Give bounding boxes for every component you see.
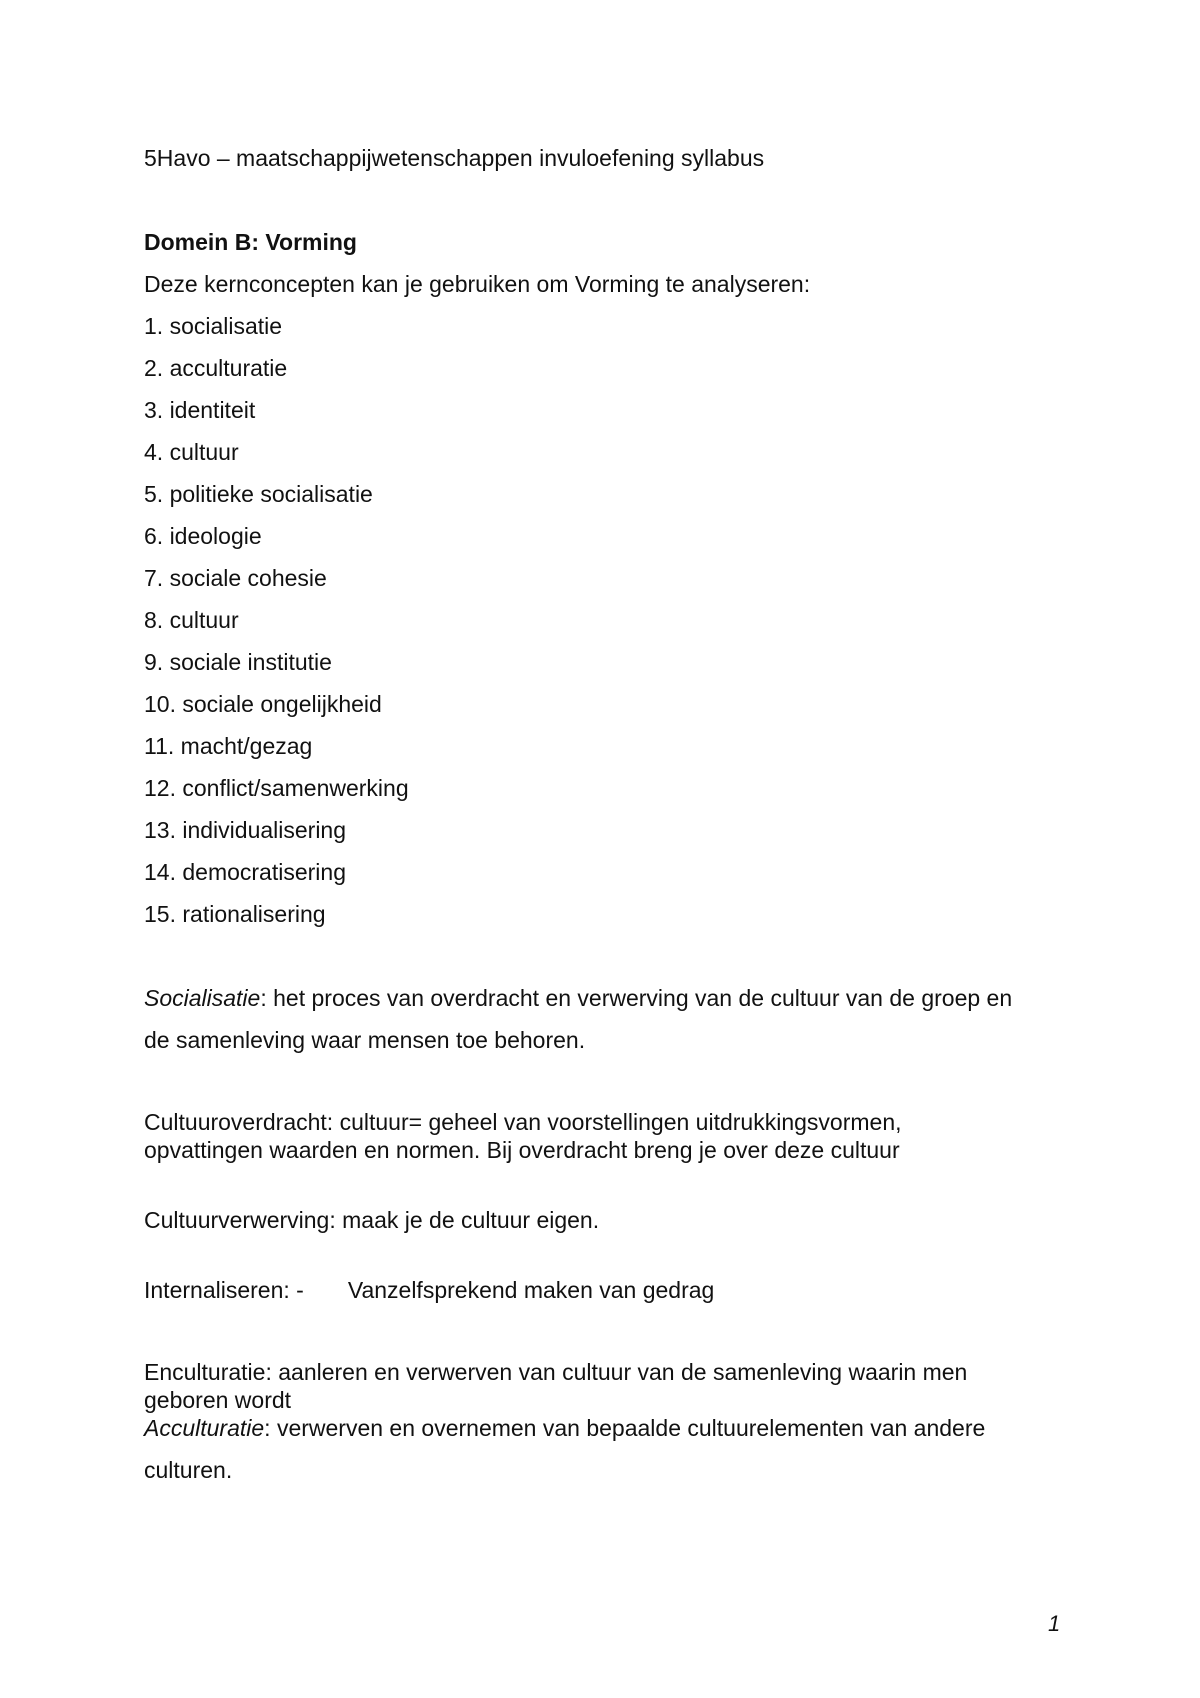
list-item: 8. cultuur [144, 607, 239, 633]
internaliseren-label: Internaliseren: - [144, 1277, 304, 1303]
list-item: 7. sociale cohesie [144, 565, 327, 591]
list-item: 13. individualisering [144, 817, 347, 843]
socialisatie-term: Socialisatie [144, 985, 261, 1011]
socialisatie-definition-cont: de samenleving waar mensen toe behoren. [144, 1027, 586, 1053]
list-item: 15. rationalisering [144, 901, 326, 927]
cultuuroverdracht-line2: opvattingen waarden en normen. Bij overdracht breng je over deze cultuur [144, 1137, 900, 1163]
acculturatie-text: : verwerven en overnemen van bepaalde cultuurelementen van andere [264, 1415, 986, 1441]
list-item: 12. conflict/samenwerking [144, 775, 409, 801]
cultuuroverdracht-line1: Cultuuroverdracht: cultuur= geheel van voorstellingen uitdrukkingsvormen, [144, 1109, 902, 1135]
section-heading: Domein B: Vorming [144, 229, 357, 255]
socialisatie-definition [144, 984, 1012, 1012]
intro-text: Deze kernconcepten kan je gebruiken om Vorming te analyseren: [144, 271, 811, 297]
list-item: 1. socialisatie [144, 313, 283, 339]
acculturatie-definition-cont: culturen. [144, 1457, 233, 1483]
list-item: 2. acculturatie [144, 355, 288, 381]
document-title: 5Havo – maatschappijwetenschappen invuloefening syllabus [144, 145, 765, 171]
enculturatie-line1: Enculturatie: aanleren en verwerven van cultuur van de samenleving waarin men [144, 1359, 968, 1385]
list-item: 14. democratisering [144, 859, 346, 885]
page-number: 1 [1048, 1611, 1061, 1636]
list-item: 11. macht/gezag [144, 733, 313, 759]
internaliseren-text: Vanzelfsprekend maken van gedrag [347, 1277, 715, 1303]
list-item: 10. sociale ongelijkheid [144, 691, 382, 717]
enculturatie-line2: geboren wordt [144, 1387, 292, 1413]
list-item: 5. politieke socialisatie [144, 481, 373, 507]
internaliseren-definition [144, 1276, 714, 1304]
acculturatie-definition [144, 1414, 985, 1442]
acculturatie-term: Acculturatie [144, 1415, 265, 1441]
socialisatie-text: : het proces van overdracht en verwerving van de cultuur van de groep en [260, 985, 1013, 1011]
cultuurverwerving-definition: Cultuurverwerving: maak je de cultuur eigen. [144, 1207, 600, 1233]
list-item: 3. identiteit [144, 397, 256, 423]
list-item: 6. ideologie [144, 523, 262, 549]
list-item: 9. sociale institutie [144, 649, 332, 675]
list-item: 4. cultuur [144, 439, 239, 465]
